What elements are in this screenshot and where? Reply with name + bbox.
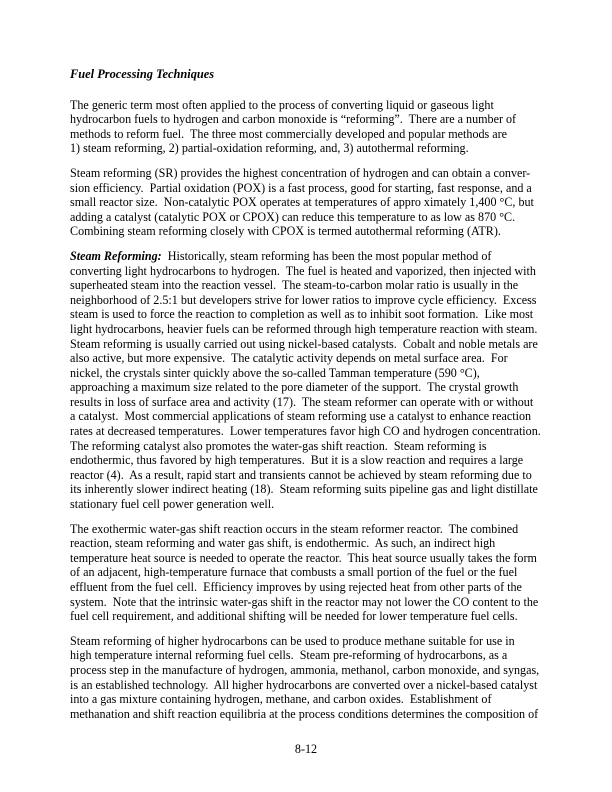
text-line: high temperature internal reforming fuel cells. Steam pre-reforming of hydrocarbons, as a [70, 648, 508, 663]
paragraph [70, 634, 552, 722]
paragraph [70, 522, 552, 624]
text-line: The generic term most often applied to the process of converting liquid or gaseous light [70, 97, 494, 112]
text-line: results in loss of surface area and activity (17). The steam reformer can operate with or without [70, 394, 534, 409]
text-line: reactor (4). As a result, rapid start and transients cannot be achieved by steam reforming due to [70, 467, 532, 482]
text-line: a catalyst. Most commercial applications of steam reforming use a catalyst to enhance reaction [70, 409, 532, 424]
text-line: approaching a maximum size related to the pore diameter of the support. The crystal growth [70, 380, 519, 395]
text-line: rates at decreased temperatures. Lower temperatures favor high CO and hydrogen concentration. [70, 424, 541, 439]
text-line: light hydrocarbons, heavier fuels can be reformed through high temperature reaction with steam. [70, 321, 538, 336]
text-line: its inherently slower indirect heating (18). Steam reforming suits pipeline gas and light distillate [70, 482, 538, 497]
page-number: 8-12 [294, 742, 318, 756]
paragraph [70, 166, 552, 239]
text-line: Combining steam reforming closely with CPOX is termed autothermal reforming (ATR). [70, 224, 501, 239]
text-line: Steam reforming of higher hydrocarbons can be used to produce methane suitable for use in [70, 633, 515, 648]
text-line: of an adjacent, high-temperature furnace that combusts a small portion of the fuel or the fuel [70, 565, 518, 580]
paragraph [70, 98, 552, 156]
text-line: into a gas mixture containing hydrogen, methane, and carbon oxides. Establishment of [70, 692, 492, 707]
page-body [70, 98, 552, 722]
text-line: steam is used to force the reaction to completion as well as to inhibit soot formation. Like most [70, 307, 534, 322]
text-line: endothermic, thus favored by high temperatures. But it is a slow reaction and requires a large [70, 453, 524, 468]
text-line: methanation and shift reaction equilibria at the process conditions determines the composition of [70, 706, 539, 721]
text-line: sion efficiency. Partial oxidation (POX) is a fast process, good for starting, fast response, and a [70, 180, 532, 195]
text-line: hydrocarbon fuels to hydrogen and carbon monoxide is “reforming”. There are a number of [70, 112, 517, 127]
text-line: process step in the manufacture of hydrogen, ammonia, methanol, carbon monoxide, and syngas, [70, 662, 540, 677]
text-line: converting light hydrocarbons to hydrogen. The fuel is heated and vaporized, then injected with [70, 263, 536, 278]
text-line: superheated steam into the reaction vessel. The steam-to-carbon molar ratio is usually in the [70, 278, 519, 293]
paragraph-lead: Steam Reforming: [70, 248, 162, 263]
text-line: stationary fuel cell power generation well. [70, 497, 275, 512]
text-line: effluent from the fuel cell. Efficiency improves by using rejected heat from other parts of the [70, 580, 522, 594]
text-line: fuel cell requirement, and additional shifting will be needed for lower temperature fuel cells. [70, 609, 518, 624]
page-title: Fuel Processing Techniques [70, 67, 215, 81]
text-line: adding a catalyst (catalytic POX or CPOX) can reduce this temperature to as low as 870 °C. [70, 209, 516, 224]
text-line: Steam Reforming: Historically, steam reforming has been the most popular method of [70, 248, 492, 263]
text-line: temperature heat source is needed to operate the reactor. This heat source usually takes the form [70, 550, 537, 565]
text-line: is an established technology. All higher hydrocarbons are converted over a nickel-based catalyst [70, 677, 538, 692]
text-line: Steam reforming (SR) provides the highest concentration of hydrogen and can obtain a conver- [70, 165, 531, 180]
text-line: system. Note that the intrinsic water-gas shift in the reactor may not lower the CO content to the [70, 594, 539, 609]
text-line: The reforming catalyst also promotes the water-gas shift reaction. Steam reforming is [70, 438, 487, 453]
text-line: nickel, the crystals sinter quickly above the so-called Tamman temperature (590 °C), [70, 365, 480, 380]
text-line: methods to reform fuel. The three most commercially developed and popular methods are [70, 126, 508, 141]
text-line: also active, but more expensive. The catalytic activity depends on metal surface area. For [70, 351, 508, 366]
text-line: Steam reforming is usually carried out using nickel-based catalysts. Cobalt and noble metals are [70, 336, 538, 351]
text-line: 1) steam reforming, 2) partial-oxidation reforming, and, 3) autothermal reforming. [70, 141, 469, 156]
page-footer [0, 742, 612, 757]
text-line: small reactor size. Non-catalytic POX operates at temperatures of appro ximately 1,400 °C, but [70, 195, 534, 210]
paragraph [70, 249, 552, 512]
text-line: neighborhood of 2.5:1 but developers strive for lower ratios to improve cycle efficiency. Excess [70, 292, 537, 307]
text-line: reaction, steam reforming and water gas shift, is endothermic. As such, an indirect high [70, 536, 496, 551]
text-line: The exothermic water-gas shift reaction occurs in the steam reformer reactor. The combined [70, 521, 519, 536]
